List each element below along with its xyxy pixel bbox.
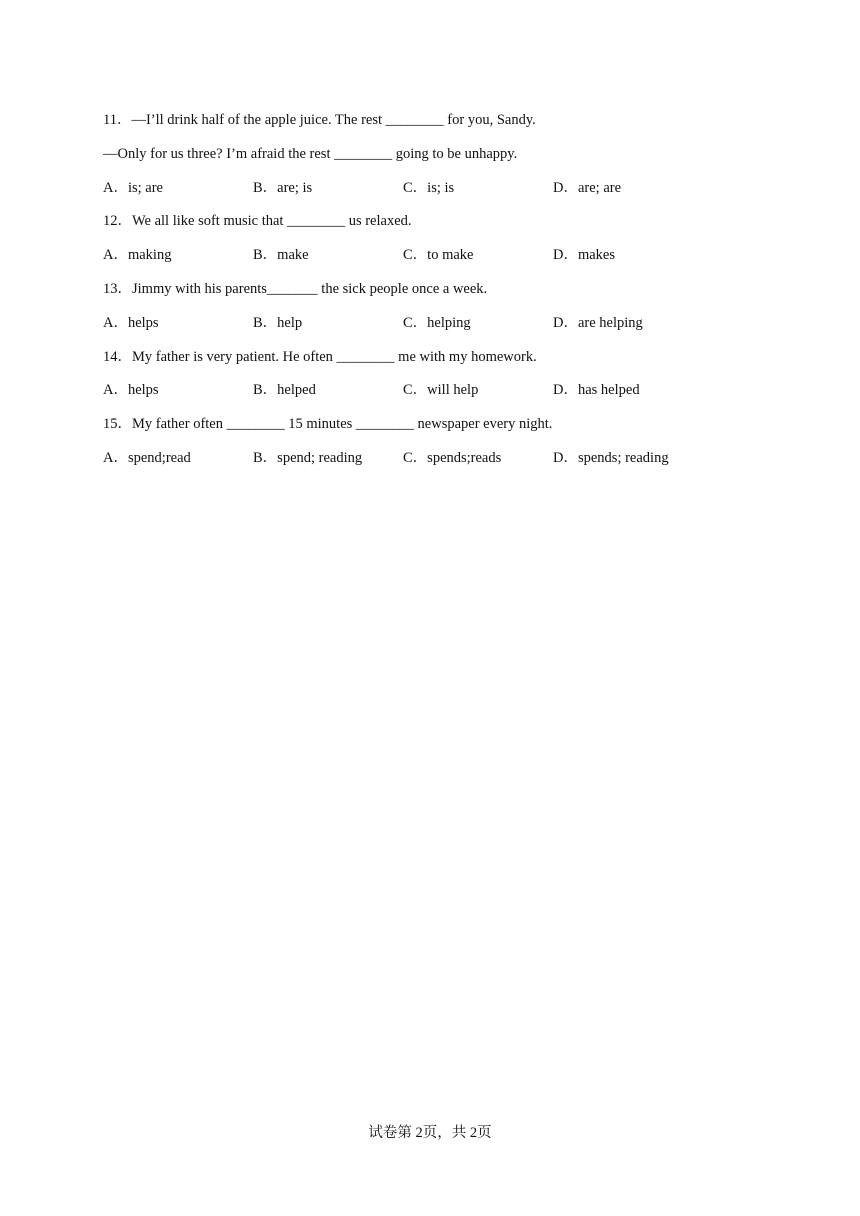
option-d: D．makes (553, 247, 616, 264)
option-d: D．are helping (553, 314, 643, 331)
question-12 (103, 210, 783, 278)
option-d: D．spends; reading (553, 449, 669, 466)
option-a: A．helps (103, 314, 159, 331)
question-stem: 11．—I’ll drink half of the apple juice. The rest ________ for you, Sandy. (103, 112, 536, 128)
option-d: D．has helped (553, 382, 640, 399)
question-list (103, 109, 783, 481)
answer-options (103, 379, 783, 413)
question-stem: 15．My father often ________ 15 minutes ________ newspaper every night. (103, 416, 553, 433)
option-c: C．spends;reads (403, 449, 502, 466)
option-a: A．making (103, 247, 172, 264)
option-c: C．to make (403, 247, 474, 264)
answer-options (103, 312, 783, 346)
question-stem-continued: —Only for us three? I’m afraid the rest ________ going to be unhappy. (103, 145, 518, 162)
option-a: A．helps (103, 382, 159, 399)
answer-options (103, 177, 783, 211)
option-b: B．spend; reading (253, 449, 363, 466)
answer-options (103, 244, 783, 278)
option-a: A．is; are (103, 179, 163, 196)
question-11 (103, 109, 783, 210)
question-stem: 12．We all like soft music that ________ us relaxed. (103, 213, 412, 230)
question-13 (103, 278, 783, 346)
question-stem: 14．My father is very patient. He often ________ me with my homework. (103, 348, 537, 365)
option-a: A．spend;read (103, 449, 191, 466)
question-stem: 13．Jimmy with his parents_______ the sick people once a week. (103, 280, 488, 297)
option-c: C．will help (403, 382, 479, 399)
option-b: B．help (253, 314, 303, 331)
answer-options (103, 447, 783, 481)
option-b: B．are; is (253, 179, 313, 196)
question-15 (103, 413, 783, 481)
option-c: C．is; is (403, 179, 455, 196)
page-footer: 试卷第 2页，共 2页 (368, 1125, 492, 1141)
option-c: C．helping (403, 314, 471, 331)
option-d: D．are; are (553, 179, 622, 196)
question-14 (103, 346, 783, 414)
option-b: B．make (253, 247, 309, 264)
option-b: B．helped (253, 382, 316, 399)
